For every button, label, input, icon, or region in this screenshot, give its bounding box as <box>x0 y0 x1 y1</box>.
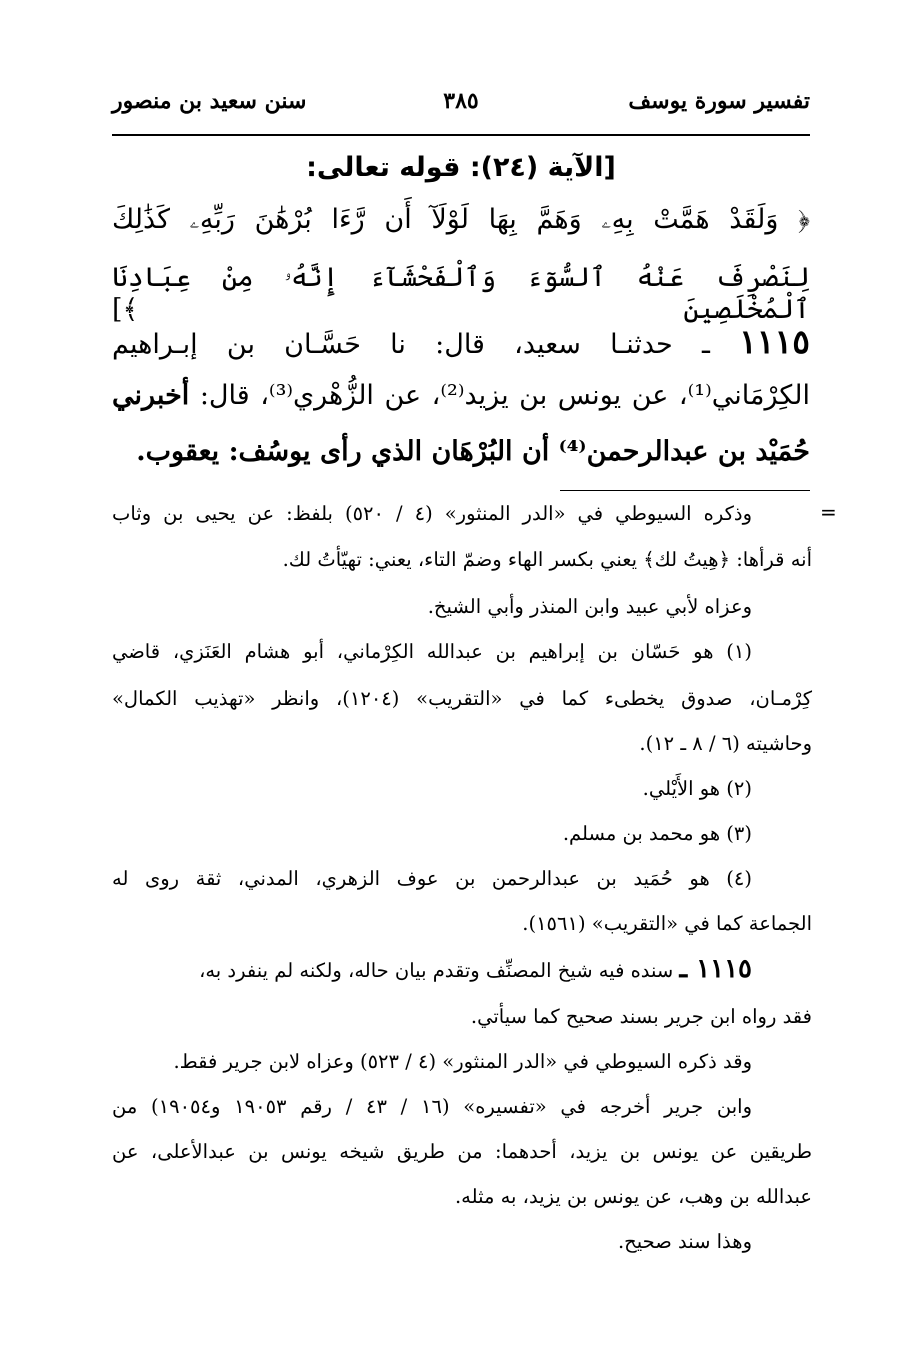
quran-verse-line-2: لِنَصْرِفَ عَنْهُ ٱلسُّوٓءَ وَٱلْفَحْشَآءَ إِنَّهُۥ مِنْ عِبَادِنَا ٱلْمُخْلَصِينَ ﴾] <box>112 262 810 325</box>
quran-verse-line-1: ﴿ وَلَقَدْ هَمَّتْ بِهِۦ وَهَمَّ بِهَا لَوْلَآ أَن رَّءَا بُرْهَٰنَ رَبِّهِۦ كَذَٰلِكَ <box>112 204 810 235</box>
footnote-line: (٣) هو محمد بن مسلم. <box>562 822 752 845</box>
footnote-line-text: سنده فيه شيخ المصنِّف وتقدم بيان حاله، ولكنه لم ينفرد به، <box>199 959 674 982</box>
header-surah-title: تفسير سورة يوسف <box>628 88 810 114</box>
hadith-line-2-text: الكِرْمَاني⁽¹⁾، عن يونس بن يزيد⁽²⁾، عن الزُّهْري⁽³⁾، قال: <box>189 380 810 411</box>
footnote-line: وعزاه لأبي عبيد وابن المنذر وأبي الشيخ. <box>427 595 752 618</box>
footnote-line: كِرْمـان، صدوق يخطىء كما في «التقريب» (١٢٠٤)، وانظر «تهذيب الكمال» <box>112 687 812 710</box>
running-header <box>112 88 810 128</box>
hadith-line-3: حُمَيْد بن عبدالرحمن⁽⁴⁾ أن البُرْهَان الذي رأى يوسُف: يعقوب. <box>136 436 810 467</box>
footnote-separator <box>560 490 810 491</box>
footnote-line: وذكره السيوطي في «الدر المنثور» (٤ / ٥٢٠) بلفظ: عن يحيى بن وثاب <box>112 502 752 525</box>
hadith-line-2 <box>112 380 810 411</box>
header-book-title: سنن سعيد بن منصور <box>112 88 307 114</box>
hadith-line-1-text: ـ حدثنـا سعيد، قال: نا حَسَّـان بن إبـراهيم <box>112 329 710 360</box>
footnote-line: (٤) هو حُمَيد بن عبدالرحمن بن عوف الزهري، المدني، ثقة روى له <box>112 867 752 890</box>
hadith-line-2-bold: أخبرني <box>112 380 190 411</box>
footnote-hadith-number: ١١١٥ ـ <box>679 954 752 984</box>
verse-heading: [الآية (٢٤): قوله تعالى: <box>306 152 616 183</box>
hadith-line-1 <box>112 322 810 361</box>
footnote-line: عبدالله بن وهب، عن يونس بن يزيد، به مثله. <box>454 1185 812 1208</box>
footnote-line: طريقين عن يونس بن يزيد، أحدهما: من طريق شيخه يونس بن عبدالأعلى، عن <box>112 1140 812 1163</box>
footnote-line: (١) هو حَسّان بن إبراهيم بن عبدالله الكِرْماني، أبو هشام العَنَزي، قاضي <box>112 640 752 663</box>
footnote-line: أنه قرأها: ﴿هِيتُ لك﴾ يعني بكسر الهاء وضمّ التاء، يعني: تهيّأتُ لك. <box>282 548 812 571</box>
footnote-line: وهذا سند صحيح. <box>617 1230 752 1253</box>
footnote-line: وقد ذكره السيوطي في «الدر المنثور» (٤ / ٥٢٣) وعزاه لابن جرير فقط. <box>173 1050 752 1073</box>
footnote-line: فقد رواه ابن جرير بسند صحيح كما سيأتي. <box>470 1005 812 1028</box>
footnote-line: وابن جرير أخرجه في «تفسيره» (١٦ / ٤٣ / رقم ١٩٠٥٣ و١٩٠٥٤) من <box>112 1095 752 1118</box>
header-rule <box>112 134 810 136</box>
page-number: ٣٨٥ <box>443 88 479 114</box>
footnote-line <box>112 954 812 984</box>
footnote-line: (٢) هو الأَيْلي. <box>642 777 752 800</box>
footnote-line: وحاشيته (٦ / ٨ ـ ١٢). <box>639 732 812 755</box>
hadith-number: ١١١٥ <box>739 322 810 361</box>
continuation-mark: = <box>820 500 837 524</box>
footnote-line: الجماعة كما في «التقريب» (١٥٦١). <box>522 912 812 935</box>
